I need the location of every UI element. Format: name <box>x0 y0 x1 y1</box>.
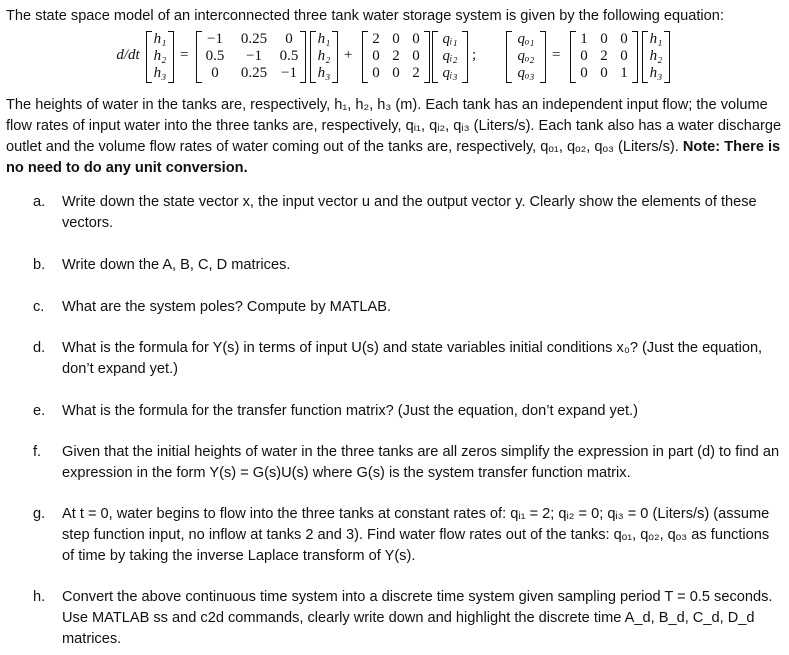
b-cell: 0 <box>412 31 420 47</box>
question-h <box>33 587 780 650</box>
question-label: e. <box>33 403 46 419</box>
a-cell: 0 <box>211 65 219 81</box>
state-vector-lhs <box>146 31 174 83</box>
out-h3: h₃ <box>649 65 663 81</box>
question-text: What are the system poles? Compute by MATLAB. <box>62 299 392 315</box>
a-cell: 0.5 <box>205 48 225 64</box>
intro-line: The state space model of an interconnected three tank water storage system is given by the following equation: <box>6 8 724 24</box>
plus-sign: + <box>344 47 353 63</box>
b-cell: 2 <box>392 48 400 64</box>
c-cell: 2 <box>600 48 608 64</box>
state-vector-output <box>642 31 670 83</box>
question-text: Write down the A, B, C, D matrices. <box>62 257 291 273</box>
output-vector <box>506 31 546 83</box>
c-cell: 0 <box>600 31 608 47</box>
b-cell: 0 <box>372 48 380 64</box>
question-label: h. <box>33 589 46 605</box>
input-qi1: qᵢ₁ <box>442 31 458 47</box>
a-cell: 0.5 <box>279 48 299 64</box>
lhs-h2: h₂ <box>153 48 167 64</box>
question-text: What is the formula for Y(s) in terms of input U(s) and state variables initial conditions x₀? (Just the equation, don’t expand yet.) <box>62 340 763 377</box>
question-label: f. <box>33 444 42 460</box>
b-cell: 0 <box>392 65 400 81</box>
question-b <box>33 255 780 276</box>
question-text: Write down the state vector x, the input vector u and the output vector y. Clearly show the elements of these vectors. <box>62 194 757 231</box>
question-e <box>33 401 780 422</box>
lhs-h1: h₁ <box>153 31 167 47</box>
a-cell: −1 <box>207 31 223 47</box>
input-vector <box>432 31 468 83</box>
c-cell: 0 <box>580 48 588 64</box>
intro-paragraph <box>6 95 784 179</box>
question-label: g. <box>33 506 46 522</box>
question-text: Given that the initial heights of water in the three tanks are all zeros simplify the expression in part (d) to find an expression in the form Y(s) = G(s)U(s) where G(s) is the system transfer function matrix. <box>62 444 780 481</box>
equals-sign-2: = <box>552 47 561 63</box>
a-cell: 0.25 <box>240 65 268 81</box>
rhs-h2: h₂ <box>317 48 331 64</box>
question-label: a. <box>33 194 46 210</box>
a-cell: 0.25 <box>240 31 268 47</box>
c-cell: 0 <box>580 65 588 81</box>
input-qi3: qᵢ₃ <box>442 65 458 81</box>
matrix-b <box>362 31 430 83</box>
b-cell: 0 <box>412 48 420 64</box>
question-text: At t = 0, water begins to flow into the three tanks at constant rates of: qᵢ₁ = 2; qᵢ₂ = 0; qᵢ₃ = 0 (Liters/s) (assume step function input, no inflow at tanks 2 and 3). Find water flow rates out of the tanks: qₒ₁, qₒ₂, qₒ₃ as functions of time by taking the inverse Laplace transform of Y(s). <box>62 506 770 564</box>
question-f <box>33 442 780 484</box>
out-h2: h₂ <box>649 48 663 64</box>
intro-note: Note: There is no need to do any unit conversion. <box>6 139 781 176</box>
equals-sign-1: = <box>180 47 189 63</box>
question-g <box>33 504 780 567</box>
c-cell: 1 <box>580 31 588 47</box>
problem-intro <box>6 6 784 179</box>
question-label: b. <box>33 257 46 273</box>
question-a <box>33 192 780 234</box>
a-cell: −1 <box>246 48 262 64</box>
rhs-h3: h₃ <box>317 65 331 81</box>
a-cell: −1 <box>281 65 297 81</box>
a-cell: 0 <box>285 31 293 47</box>
rhs-h1: h₁ <box>317 31 331 47</box>
state-space-equation <box>6 27 784 97</box>
output-qo3: qₒ₃ <box>517 65 535 81</box>
matrix-c <box>570 31 638 83</box>
state-vector-rhs <box>310 31 338 83</box>
c-cell: 0 <box>600 65 608 81</box>
c-cell: 1 <box>620 65 628 81</box>
derivative-operator <box>114 47 142 64</box>
c-cell: 0 <box>620 31 628 47</box>
question-label: c. <box>33 299 45 315</box>
question-c <box>33 297 780 318</box>
input-qi2: qᵢ₂ <box>442 48 458 64</box>
question-text: Convert the above continuous time system into a discrete time system given sampling period T = 0.5 seconds. Use MATLAB ss and c2d commands, clearly write down and highlight the discrete time A_d, B_d, C_d, D_d matrices. <box>62 589 773 647</box>
intro-para-text: The heights of water in the tanks are, respectively, h₁, h₂, h₃ (m). Each tank has an independent input flow; the volume flow rates of input water into the three tanks are, respectively, qᵢ₁, qᵢ₂, qᵢ₃ (Liters/s). Each tank also has a water discharge outlet and the volume flow rates of water coming out of the tanks are, respectively, qₒ₁, qₒ₂, qₒ₃ (Liters/s). <box>6 97 782 155</box>
question-d <box>33 338 780 380</box>
b-cell: 0 <box>392 31 400 47</box>
output-qo2: qₒ₂ <box>517 48 535 64</box>
matrix-a <box>196 31 306 83</box>
b-cell: 2 <box>412 65 420 81</box>
output-qo1: qₒ₁ <box>517 31 535 47</box>
question-text: What is the formula for the transfer function matrix? (Just the equation, don’t expand yet.) <box>62 403 638 419</box>
lhs-h3: h₃ <box>153 65 167 81</box>
question-label: d. <box>33 340 46 356</box>
out-h1: h₁ <box>649 31 663 47</box>
b-cell: 2 <box>372 31 380 47</box>
derivative-text: d/dt <box>116 47 140 63</box>
c-cell: 0 <box>620 48 628 64</box>
semicolon: ; <box>472 47 477 63</box>
b-cell: 0 <box>372 65 380 81</box>
